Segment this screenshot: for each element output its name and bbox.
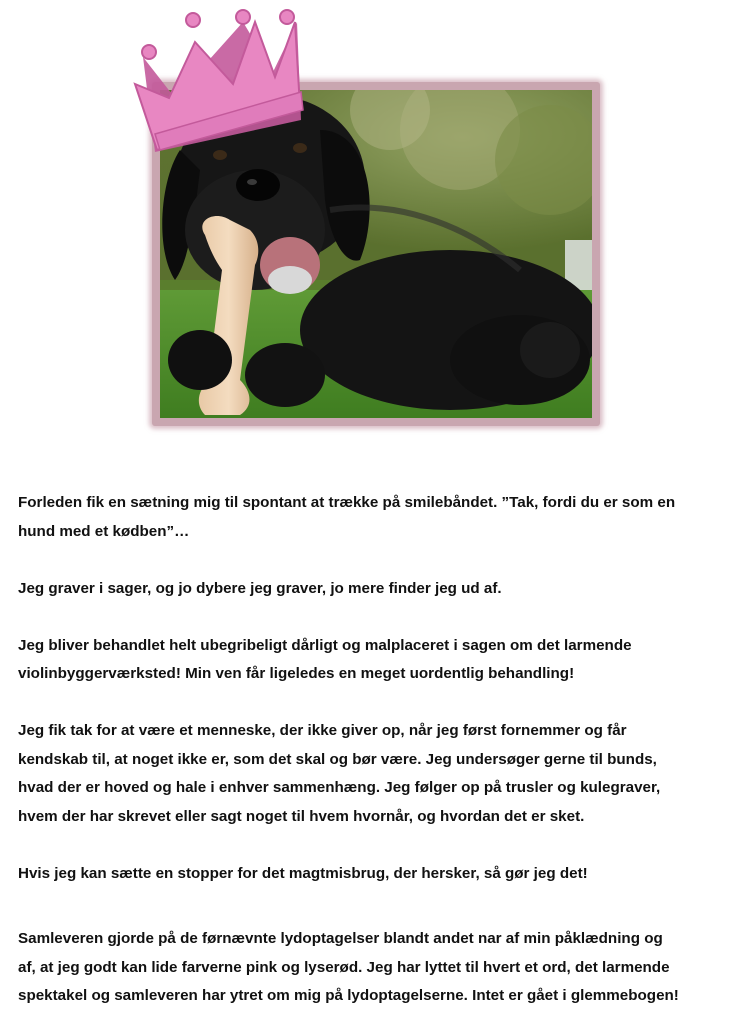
p4-line1: Jeg fik tak for at være et menneske, der ikke giver op, når jeg først fornemmer og får <box>18 722 627 739</box>
paragraph-1 <box>18 489 743 546</box>
p1-line1: Forleden fik en sætning mig til spontant at trække på smilebåndet. ”Tak, fordi du er som en <box>18 494 676 511</box>
p3-line1: Jeg bliver behandlet helt ubegribeligt dårligt og malplaceret i sagen om det larmende <box>18 636 632 654</box>
p4-line2: kendskab til, at noget ikke er, som det skal og bør være. Jeg undersøger gerne til bunds, <box>18 750 657 768</box>
p6-line3: spektakel og samleveren har ytret om mig på lydoptagelserne. Intet er gået i glemmebogen! <box>18 987 679 1004</box>
crown-icon <box>125 2 325 157</box>
p6-line1: Samleveren gjorde på de førnævnte lydoptagelser blandt andet nar af min påklædning og <box>18 930 663 947</box>
p5-line1: Hvis jeg kan sætte en stopper for det magtmisbrug, der hersker, så gør jeg det! <box>18 864 588 882</box>
paragraph-2 <box>18 575 743 604</box>
p6-line2: af, at jeg godt kan lide farverne pink og lyserød. Jeg har lyttet til hvert et ord, det larmende <box>18 958 670 976</box>
paragraph-4 <box>18 717 743 831</box>
p4-line4: hvem der har skrevet eller sagt noget til hvem hvornår, og hvordan det er sket. <box>18 807 585 825</box>
paragraph-5 <box>18 860 743 889</box>
article-body <box>18 489 743 1011</box>
paragraph-3 <box>18 632 743 689</box>
p2-line1: Jeg graver i sager, og jo dybere jeg graver, jo mere finder jeg ud af. <box>18 579 502 597</box>
p3-line2: violinbyggerværksted! Min ven får ligeledes en meget uordentlig behandling! <box>18 665 575 682</box>
p1-line2: hund med et kødben”… <box>18 522 190 540</box>
paragraph-6 <box>18 925 743 1011</box>
p4-line3: hvad der er hoved og hale i enhver sammenhæng. Jeg følger op på trusler og kulegraver, <box>18 779 661 796</box>
